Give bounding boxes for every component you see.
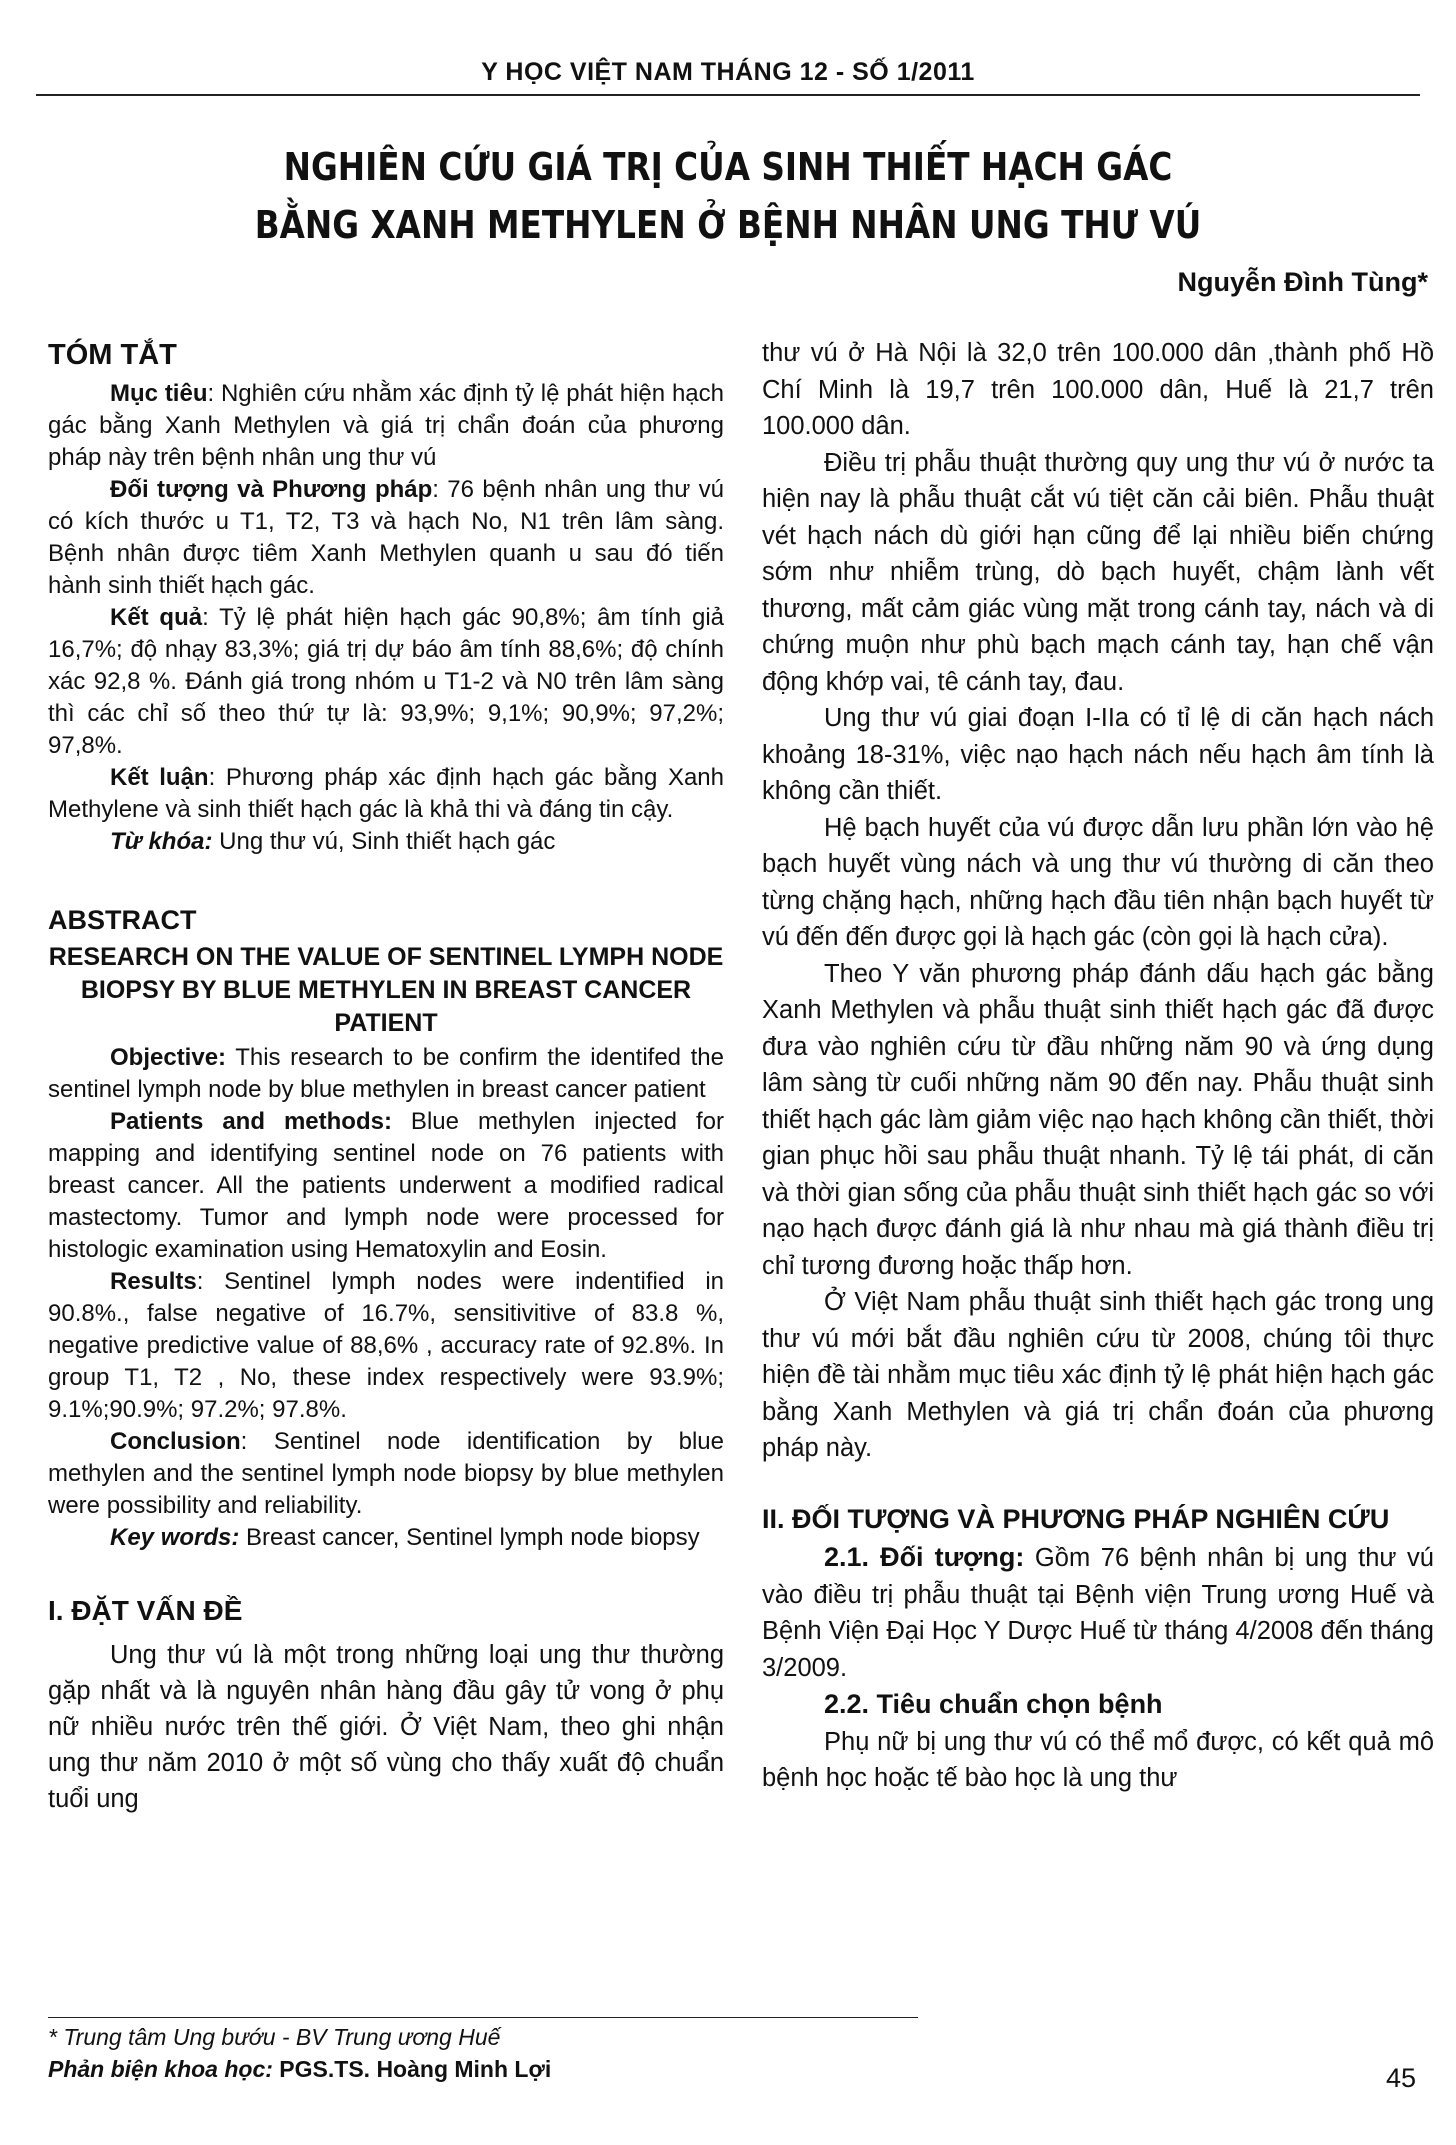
abstract-keywords-text: Breast cancer, Sentinel lymph node biopsy: [239, 1524, 700, 1551]
right-column: [762, 335, 1434, 1797]
tomtat-heading: TÓM TẮT: [48, 339, 177, 371]
section2-sub1-text: Gồm 76 bệnh nhân bị ung thư vú vào điều trị phẫu thuật tại Bệnh viện Trung ương Huế và Bệnh Viện Đại Học Y Dược Huế từ tháng 4/2008 đến tháng 3/2009.: [762, 1544, 1434, 1682]
footnote-reviewer-name: PGS.TS. Hoàng Minh Lợi: [272, 2056, 552, 2082]
section1-para6: Ở Việt Nam phẫu thuật sinh thiết hạch gác trong ung thư vú mới bắt đầu nghiên cứu từ 2008, chúng tôi thực hiện đề tài nhằm mục tiêu xác định tỷ lệ phát hiện hạch gác bằng Xanh Methylen và giá trị chẩn đoán của phương pháp này.: [762, 1288, 1434, 1462]
tomtat-keywords: [48, 826, 724, 858]
tomtat-objective-label: Mục tiêu: [110, 380, 208, 407]
footnote-rule: [48, 2017, 918, 2018]
running-header: Y HỌC VIỆT NAM THÁNG 12 - SỐ 1/2011: [481, 58, 975, 86]
tomtat-methods-label: Đối tượng và Phương pháp: [110, 476, 433, 503]
footnote-reviewer-label: Phản biện khoa học:: [48, 2056, 273, 2082]
page-number: 45: [1385, 2063, 1416, 2093]
abstract-results-label: Results: [110, 1268, 197, 1295]
tomtat-keywords-text: Ung thư vú, Sinh thiết hạch gác: [212, 828, 556, 855]
left-column: [48, 335, 724, 1817]
section2-sub2-label: 2.2. Tiêu chuẩn chọn bệnh: [824, 1689, 1163, 1719]
abstract-methods: [48, 1106, 724, 1266]
section2-heading: II. ĐỐI TƯỢNG VÀ PHƯƠNG PHÁP NGHIÊN CỨU: [762, 1503, 1390, 1534]
section1-para1-right: thư vú ở Hà Nội là 32,0 trên 100.000 dân ,thành phố Hồ Chí Minh là 19,7 trên 100.000 dân, Huế là 21,7 trên 100.000 dân.: [762, 339, 1434, 440]
tomtat-results-text: : Tỷ lệ phát hiện hạch gác 90,8%; âm tính giả 16,7%; độ nhạy 83,3%; giá trị dự báo âm tính 88,6%; độ chính xác 92,8 %. Đánh giá trong nhóm u T1-2 và N0 trên lâm sàng thì các chỉ số theo thứ tự là: 93,9%; 9,1%; 90,9%; 97,2%; 97,8%.: [48, 604, 724, 759]
abstract-heading: ABSTRACT: [48, 905, 197, 935]
tomtat-conclusion-label: Kết luận: [110, 764, 209, 791]
section1-para2: Điều trị phẫu thuật thường quy ung thư vú ở nước ta hiện nay là phẫu thuật cắt vú tiệt căn cải biên. Phẫu thuật vét hạch nách dù giới hạn cũng để lại nhiều biến chứng sớm như nhiễm trùng, dò bạch huyết, chậm lành vết thương, mất cảm giác vùng mặt trong cánh tay, nách và di chứng muộn như phù bạch mạch cánh tay, hạn chế vận động khớp vai, tê cánh tay, đau.: [762, 448, 1434, 696]
tomtat-methods-text: : 76 bệnh nhân ung thư vú có kích thước u T1, T2, T3 và hạch No, N1 trên lâm sàng. Bệnh nhân được tiêm Xanh Methylen quanh u sau đó tiến hành sinh thiết hạch gác.: [48, 476, 725, 599]
section2-sub1-label: 2.1. Đối tượng:: [824, 1542, 1025, 1572]
footnote-affiliation: * Trung tâm Ung bướu - BV Trung ương Huế: [48, 2024, 501, 2050]
section1-para5: Theo Y văn phương pháp đánh dấu hạch gác bằng Xanh Methylen và phẫu thuật sinh thiết hạch gác đã được đưa vào nghiên cứu từ đầu những năm 90 và ứng dụng lâm sàng từ cuối những năm 90 đến nay. Phẫu thuật sinh thiết hạch gác làm giảm việc nạo hạch không cần thiết, thời gian phục hồi sau phẫu thuật nhanh. Tỷ lệ tái phát, di căn và thời gian sống của phẫu thuật sinh thiết hạch gác so với nạo hạch được đánh giá là như nhau mà giá thành điều trị chỉ tương đương hoặc thấp hơn.: [762, 959, 1434, 1280]
abstract-methods-label: Patients and methods:: [110, 1108, 392, 1135]
section2-sub2-text: Phụ nữ bị ung thư vú có thể mổ được, có kết quả mô bệnh học hoặc tế bào học là ung thư: [762, 1727, 1434, 1792]
section1-heading: I. ĐẶT VẤN ĐỀ: [48, 1595, 243, 1626]
article-title: [154, 138, 1303, 254]
title-line-1: NGHIÊN CỨU GIÁ TRỊ CỦA SINH THIẾT HẠCH GÁC: [283, 145, 1173, 189]
tomtat-results: [48, 602, 724, 762]
tomtat-results-label: Kết quả: [110, 604, 203, 631]
abstract-keywords: [48, 1522, 724, 1554]
abstract-conclusion-label: Conclusion: [110, 1428, 241, 1455]
abstract-objective-text: This research to be confirm the identifed the sentinel lymph node by blue methylen in breast cancer patient: [48, 1044, 724, 1103]
abstract-conclusion: [48, 1426, 724, 1522]
abstract-results: [48, 1266, 724, 1426]
author-name: Nguyễn Đình Tùng*: [1177, 267, 1428, 297]
abstract-objective: [48, 1042, 724, 1106]
section1-para1-left: Ung thư vú là một trong những loại ung thư thường gặp nhất và là nguyên nhân hàng đầu gây tử vong ở phụ nữ nhiều nước trên thế giới. Ở Việt Nam, theo ghi nhận ung thư năm 2010 ở một số vùng cho thấy xuất độ chuẩn tuổi ung: [48, 1641, 724, 1813]
tomtat-keywords-label: Từ khóa:: [110, 828, 213, 855]
section1-para4: Hệ bạch huyết của vú được dẫn lưu phần lớn vào hệ bạch huyết vùng nách và ung thư vú thường di căn theo từng chặng hạch, những hạch đầu tiên nhận bạch huyết từ vú đến đến được gọi là hạch gác (còn gọi là hạch cửa).: [762, 813, 1434, 951]
tomtat-objective-text: : Nghiên cứu nhằm xác định tỷ lệ phát hiện hạch gác bằng Xanh Methylen và giá trị chẩn đoán của phương pháp này trên bệnh nhân ung thư vú: [48, 380, 724, 471]
footnote-reviewer: [48, 2056, 551, 2083]
tomtat-conclusion: [48, 762, 724, 826]
header-rule: [36, 94, 1420, 96]
abstract-keywords-label: Key words:: [110, 1524, 240, 1551]
section2-sub1: [762, 1539, 1434, 1686]
abstract-conclusion-text: : Sentinel node identification by blue methylen and the sentinel lymph node biopsy by blue methylen were possibility and reliability.: [48, 1428, 724, 1519]
title-line-2: BẰNG XANH METHYLEN Ở BỆNH NHÂN UNG THƯ VÚ: [254, 203, 1202, 247]
section1-para3: Ung thư vú giai đoạn I-IIa có tỉ lệ di căn hạch nách khoảng 18-31%, việc nạo hạch nách nếu hạch âm tính là không cần thiết.: [762, 704, 1434, 805]
section2-sub2-heading-para: [762, 1686, 1434, 1724]
tomtat-conclusion-text: : Phương pháp xác định hạch gác bằng Xanh Methylene và sinh thiết hạch gác là khả thi và đáng tin cậy.: [48, 764, 724, 823]
tomtat-methods: [48, 474, 724, 602]
tomtat-objective: [48, 378, 724, 474]
abstract-results-text: : Sentinel lymph nodes were indentified in 90.8%., false negative of 16.7%, sensitivitive of 83.8 %, negative predictive value of 88,6% , accuracy rate of 92.8%. In group T1, T2 , No, these index respectively were 93.9%; 9.1%;90.9%; 97.2%; 97.8%.: [48, 1268, 724, 1423]
abstract-title: RESEARCH ON THE VALUE OF SENTINEL LYMPH NODE BIOPSY BY BLUE METHYLEN IN BREAST CANCER PATIENT: [48, 943, 724, 1037]
abstract-methods-text: Blue methylen injected for mapping and identifying sentinel node on 76 patients with breast cancer. All the patients underwent a modified radical mastectomy. Tumor and lymph node were processed for histologic examination using Hematoxylin and Eosin.: [48, 1108, 724, 1263]
abstract-objective-label: Objective:: [110, 1044, 227, 1071]
